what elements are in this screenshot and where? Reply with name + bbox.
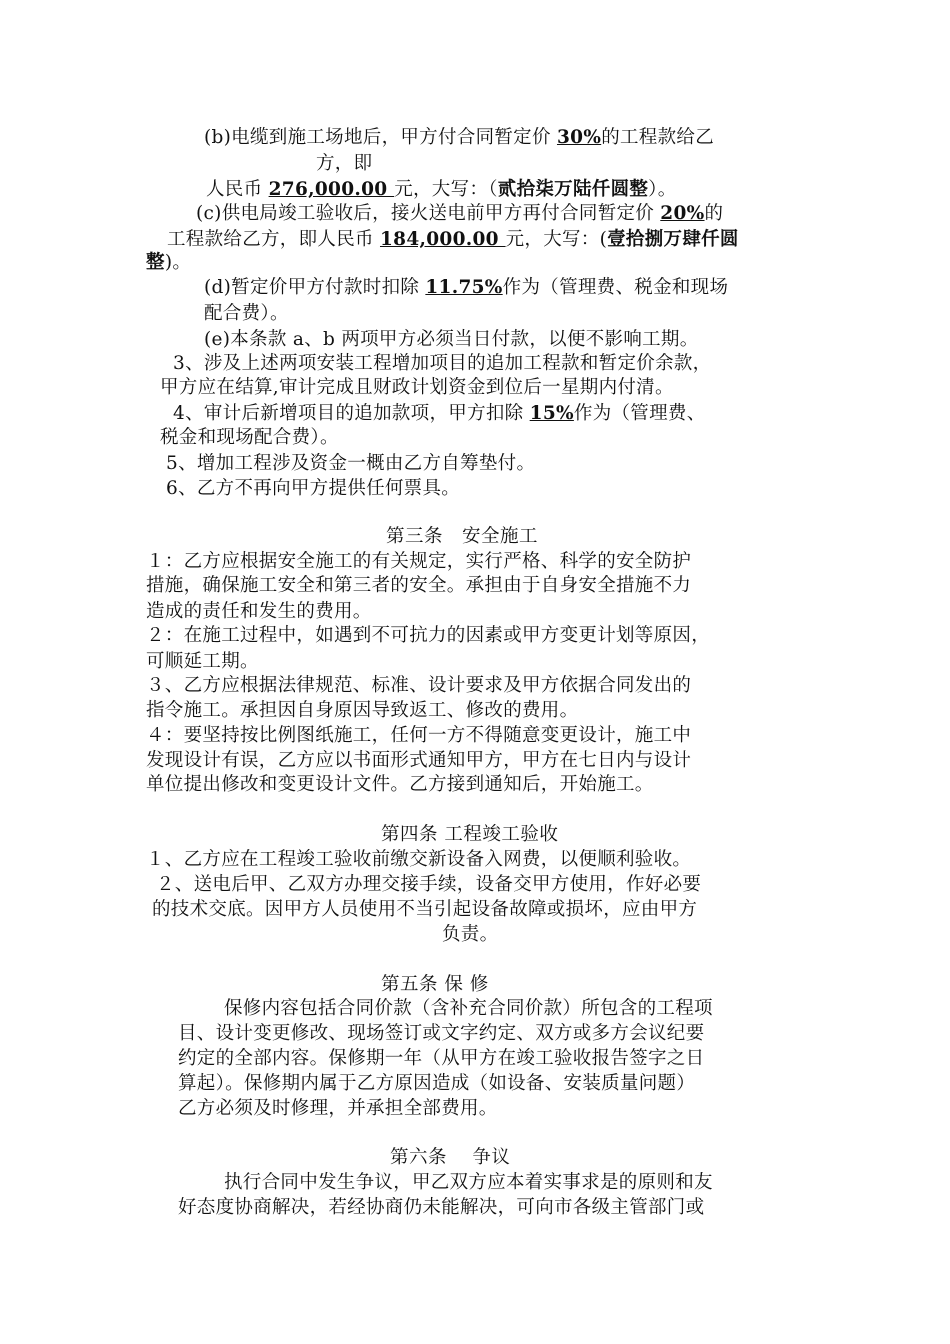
text: 元，大写：（ xyxy=(394,179,498,200)
text: (d)暂定价甲方付款时扣除 xyxy=(204,277,426,298)
percentage-value: 20% xyxy=(660,203,705,224)
article-4-line: ２、送电后甲、乙双方办理交接手续，设备交甲方使用，作好必要 xyxy=(156,874,702,895)
text: 作为（管理费、税金和现场 xyxy=(502,277,729,298)
article-4-line: 负责。 xyxy=(442,924,499,945)
percentage-value: 30% xyxy=(556,127,602,148)
text: 的工程款给乙 xyxy=(601,127,715,148)
article-3-line: ４：要坚持按比例图纸施工，任何一方不得随意变更设计，施工中 xyxy=(146,725,692,746)
article-4-line: 的技术交底。因甲方人员使用不当引起设备故障或损坏，应由甲方 xyxy=(152,899,698,920)
text: 的 xyxy=(704,203,724,224)
item-3-line-2: 甲方应在结算,审计完成且财政计划资金到位后一星期内付清。 xyxy=(160,377,674,398)
amount-value: 276,000.00 xyxy=(268,179,395,200)
text: (b)电缆到施工场地后，甲方付合同暂定价 xyxy=(204,127,557,148)
article-6-line: 执行合同中发生争议，甲乙双方应本着实事求是的原则和友 xyxy=(224,1172,713,1193)
text: 人民币 xyxy=(206,179,269,200)
amount-value: 184,000.00 xyxy=(379,229,506,250)
article-3-line: 单位提出修改和变更设计文件。乙方接到通知后，开始施工。 xyxy=(146,774,654,795)
article-5-line: 约定的全部内容。保修期一年（从甲方在竣工验收报告签字之日 xyxy=(178,1048,705,1069)
article-4-heading: 第四条 工程竣工验收 xyxy=(381,824,559,845)
article-3-line: ３、乙方应根据法律规范、标准、设计要求及甲方依据合同发出的 xyxy=(146,675,692,696)
article-3-line: ２：在施工过程中，如遇到不可抗力的因素或甲方变更计划等原因， xyxy=(146,625,711,646)
item-5: 5、增加工程涉及资金一概由乙方自筹垫付。 xyxy=(166,453,536,474)
text: )。 xyxy=(164,252,192,273)
percentage-value: 15% xyxy=(529,403,574,424)
clause-c-line-3 xyxy=(146,250,191,276)
article-3-line: 造成的责任和发生的费用。 xyxy=(146,601,372,622)
article-3-line: 指令施工。承担因自身原因导致返工、修改的费用。 xyxy=(146,700,579,721)
article-5-line: 算起）。保修期内属于乙方原因造成（如设备、安装质量问题） xyxy=(178,1073,696,1094)
item-4-line-1 xyxy=(173,401,706,427)
text: (c)供电局竣工验收后，接火送电前甲方再付合同暂定价 xyxy=(196,203,661,224)
article-5-line: 目、设计变更修改、现场签订或文字约定、双方或多方会议纪要 xyxy=(178,1023,705,1044)
item-4-line-2: 税金和现场配合费）。 xyxy=(160,427,339,448)
clause-b-line-1 xyxy=(204,125,714,151)
clause-b-line-2: 方，即 xyxy=(316,153,373,174)
amount-in-words: 壹拾捌万肆仟圆 xyxy=(607,229,739,250)
amount-in-words: 贰拾柒万陆仟圆整 xyxy=(497,179,649,200)
article-6-line: 好态度协商解决，若经协商仍未能解决，可向市各级主管部门或 xyxy=(178,1197,705,1218)
article-5-line: 乙方必须及时修理，并承担全部费用。 xyxy=(178,1098,498,1119)
article-5-heading: 第五条 保 修 xyxy=(381,974,489,995)
clause-d-line-2: 配合费）。 xyxy=(204,303,289,324)
article-3-line: １：乙方应根据安全施工的有关规定，实行严格、科学的安全防护 xyxy=(146,551,692,572)
item-6: 6、乙方不再向甲方提供任何票具。 xyxy=(166,478,461,499)
clause-b-line-3 xyxy=(206,177,677,203)
text: 4、审计后新增项目的追加款项，甲方扣除 xyxy=(173,403,530,424)
text: ）。 xyxy=(648,179,677,200)
percentage-value: 11.75% xyxy=(425,277,503,298)
article-3-line: 措施，确保施工安全和第三者的安全。承担由于自身安全措施不力 xyxy=(146,575,692,596)
clause-c-line-1 xyxy=(196,201,723,227)
article-5-line: 保修内容包括合同价款（含补充合同价款）所包含的工程项 xyxy=(224,998,713,1019)
article-3-line: 发现设计有误，乙方应以书面形式通知甲方，甲方在七日内与设计 xyxy=(146,750,692,771)
text: 元，大写：( xyxy=(505,229,608,250)
clause-e-line-1: (e)本条款 a、b 两项甲方必须当日付款，以便不影响工期。 xyxy=(204,329,699,350)
article-4-line: １、乙方应在工程竣工验收前缴交新设备入网费，以便顺利验收。 xyxy=(146,849,692,870)
clause-c-line-2 xyxy=(167,227,739,253)
amount-in-words: 整 xyxy=(146,252,165,273)
clause-d-line-1 xyxy=(204,275,728,301)
text: 作为（管理费、 xyxy=(573,403,706,424)
text: 工程款给乙方，即人民币 xyxy=(167,229,380,250)
article-3-heading: 第三条 安全施工 xyxy=(386,526,539,547)
item-3-line-1: 3、涉及上述两项安装工程增加项目的追加工程款和暂定价余款， xyxy=(173,353,712,374)
article-6-heading: 第六条 争议 xyxy=(390,1147,511,1168)
article-3-line: 可顺延工期。 xyxy=(146,651,259,672)
